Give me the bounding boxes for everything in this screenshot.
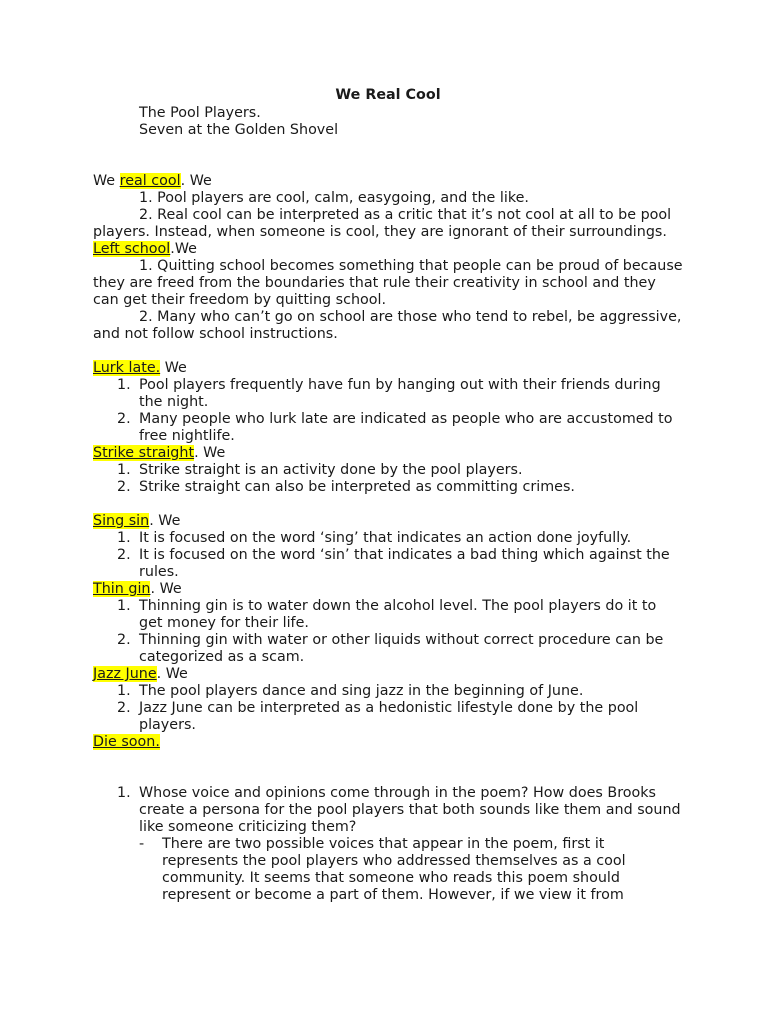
list-strike-straight xyxy=(93,462,683,496)
stanza-real-cool: We real cool. We xyxy=(93,173,212,189)
list-item: 1. Thinning gin is to water down the alcohol level. The pool players do it to get money for their life. xyxy=(117,598,657,631)
document-title: We Real Cool xyxy=(335,87,441,103)
question-text: Whose voice and opinions come through in the poem? How does Brooks create a persona for the pool players that both sounds like them and sound like someone criticizing them? xyxy=(139,785,681,835)
note-left-school-2: 2. Many who can’t go on school are those who tend to rebel, be aggressive, and not follow school instructions. xyxy=(93,309,682,342)
list-sing-sin xyxy=(93,530,683,581)
stanza-die-soon xyxy=(93,734,683,751)
subtitle-golden-shovel: Seven at the Golden Shovel xyxy=(139,122,339,138)
stanza-sing-sin: Sing sin. We xyxy=(93,513,181,529)
answer-text: There are two possible voices that appear in the poem, first it represents the pool players who addressed themselves as a cool community. It seems that someone who reads this poem should represent or become a part of them. However, if we view it from xyxy=(162,836,626,903)
note-real-cool-1: 1. Pool players are cool, calm, easygoing, and the like. xyxy=(139,190,529,206)
list-item: 2. Strike straight can also be interpreted as committing crimes. xyxy=(117,479,575,495)
list-item: 1. Pool players frequently have fun by hanging out with their friends during the night. xyxy=(117,377,661,410)
highlight-real-cool: real cool xyxy=(119,173,181,189)
highlight-thin-gin: Thin gin xyxy=(93,581,151,597)
list-item: 1. The pool players dance and sing jazz in the beginning of June. xyxy=(117,683,584,699)
list-thin-gin xyxy=(93,598,683,666)
stanza-left-school: Left school.We xyxy=(93,241,197,257)
highlight-strike-straight: Strike straight xyxy=(93,445,195,461)
question-item: 1. Whose voice and opinions come through in the poem? How does Brooks create a persona for the pool players that both sounds like them and sound like someone criticizing them? - There are two possible voices that appear in the poem, first it represents the pool players who addressed themselves as a cool community. It seems that someone who reads this poem should represent or become a part of them. However, if we view it from xyxy=(93,785,683,904)
document-body xyxy=(93,87,683,904)
question-list xyxy=(93,785,683,904)
highlight-sing-sin: Sing sin xyxy=(93,513,150,529)
note-real-cool-2: 2. Real cool can be interpreted as a critic that it’s not cool at all to be pool players. Instead, when someone is cool, they are ignorant of their surroundings. xyxy=(93,207,672,240)
list-item: 1. Strike straight is an activity done by the pool players. xyxy=(117,462,523,478)
note-left-school-1: 1. Quitting school becomes something that people can be proud of because they are freed from the boundaries that rule their creativity in school and they can get their freedom by quitting school. xyxy=(93,258,683,308)
highlight-lurk-late: Lurk late. xyxy=(93,360,161,376)
highlight-die-soon: Die soon. xyxy=(93,734,160,750)
subtitle-pool-players: The Pool Players. xyxy=(139,105,261,121)
list-item: 2. Thinning gin with water or other liquids without correct procedure can be categorized as a scam. xyxy=(117,632,664,665)
highlight-jazz-june: Jazz June xyxy=(93,666,157,682)
list-item: 1. It is focused on the word ‘sing’ that indicates an action done joyfully. xyxy=(117,530,632,546)
highlight-left-school: Left school xyxy=(93,241,171,257)
stanza-thin-gin: Thin gin. We xyxy=(93,581,182,597)
answer-bullet: - There are two possible voices that appear in the poem, first it represents the pool players who addressed themselves as a cool community. It seems that someone who reads this poem should represent or become a part of them. However, if we view it from xyxy=(139,836,626,903)
stanza-jazz-june: Jazz June. We xyxy=(93,666,188,682)
stanza-lurk-late: Lurk late. We xyxy=(93,360,187,376)
list-item: 2. Many people who lurk late are indicated as people who are accustomed to free nightlife. xyxy=(117,411,673,444)
list-item: 2. Jazz June can be interpreted as a hedonistic lifestyle done by the pool players. xyxy=(117,700,639,733)
list-item: 2. It is focused on the word ‘sin’ that indicates a bad thing which against the rules. xyxy=(117,547,670,580)
list-lurk-late xyxy=(93,377,683,445)
list-jazz-june xyxy=(93,683,683,734)
stanza-strike-straight: Strike straight. We xyxy=(93,445,226,461)
